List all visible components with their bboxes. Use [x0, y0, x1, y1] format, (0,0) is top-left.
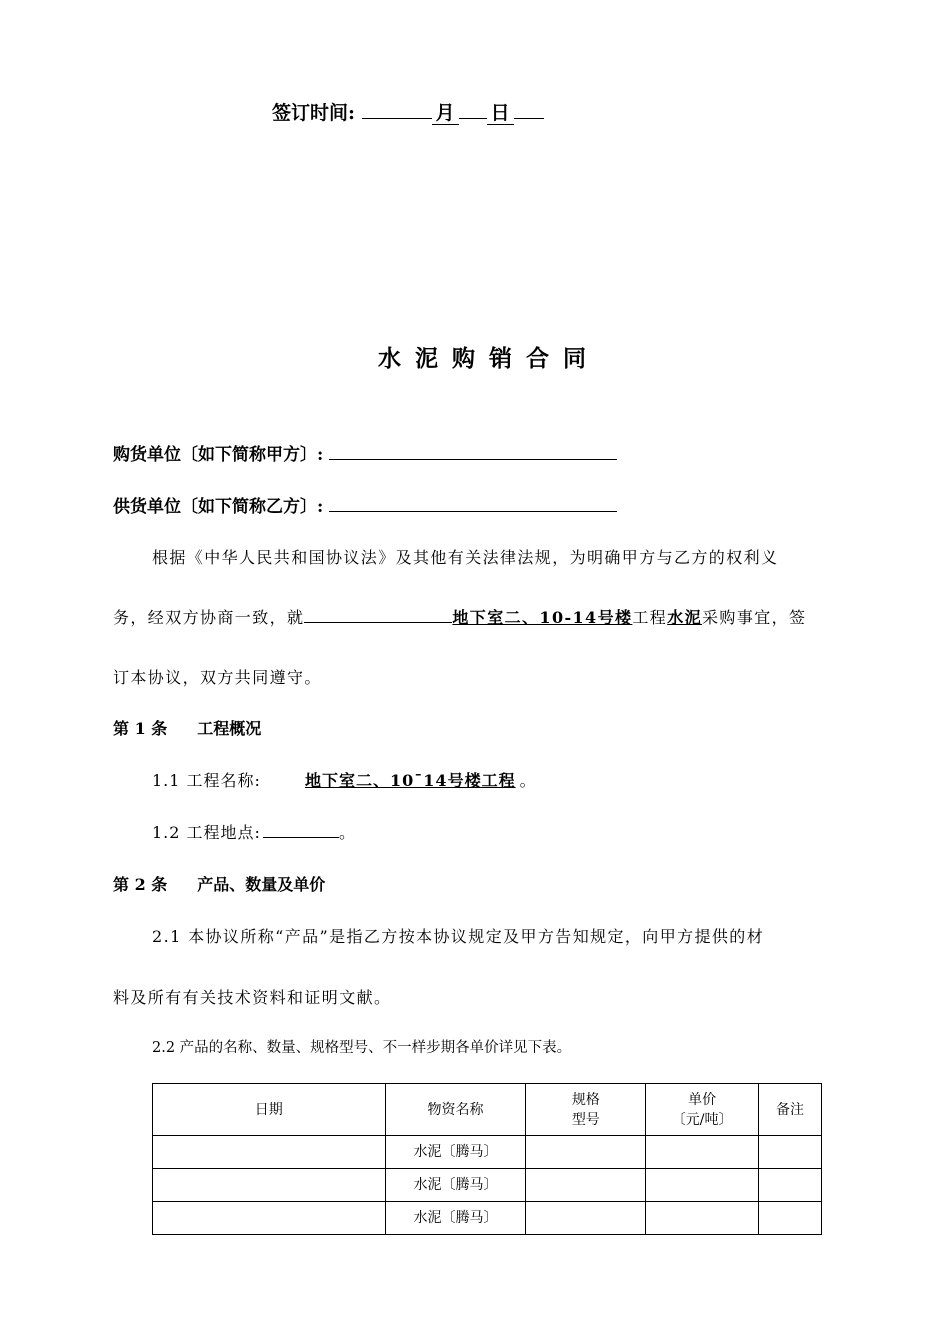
signing-day-blank[interactable] — [459, 100, 487, 119]
supplier-label: 供货单位〔如下简称乙方〕: — [113, 497, 324, 517]
cell-remark[interactable] — [759, 1202, 822, 1235]
signing-date-line — [272, 98, 544, 125]
header-date: 日期 — [153, 1084, 386, 1136]
table-header-row — [153, 1084, 822, 1136]
cell-remark[interactable] — [759, 1136, 822, 1169]
signing-tail-blank — [514, 100, 544, 119]
contract-title: 水泥购销合同 — [378, 345, 600, 372]
signing-day: 日 — [487, 102, 514, 125]
material-name: 水泥 — [667, 608, 703, 627]
cell-material: 水泥〔腾马〕 — [385, 1169, 526, 1202]
buyer-blank[interactable] — [329, 443, 617, 460]
header-spec: 规格 型号 — [526, 1084, 646, 1136]
item-2-2: 2.2 产品的名称、数量、规格型号、不一样步期各单价详见下表。 — [152, 1040, 572, 1056]
item-1-2-end: 。 — [338, 823, 356, 842]
buyer-label: 购货单位〔如下简称甲方〕: — [113, 445, 324, 465]
header-material: 物资名称 — [385, 1084, 526, 1136]
article-1-number: 第 1 条 — [113, 719, 168, 738]
preamble-mid: 工程 — [632, 608, 668, 627]
project-name: 地下室二、10-14号楼 — [452, 608, 633, 627]
preamble-prefix: 务，经双方协商一致，就 — [113, 608, 305, 627]
price-table — [152, 1083, 822, 1235]
preamble-line-2 — [113, 605, 806, 628]
item-1-1-label: 1.1 工程名称: — [152, 771, 261, 790]
signing-date-label: 签订时间: — [272, 102, 356, 124]
cell-spec[interactable] — [526, 1202, 646, 1235]
buyer-line — [113, 440, 617, 465]
cell-price[interactable] — [646, 1202, 759, 1235]
cell-date[interactable] — [153, 1202, 386, 1235]
item-2-1-line-2: 料及所有有关技术资料和证明文献。 — [113, 988, 392, 1007]
supplier-line — [113, 492, 617, 517]
table-row — [153, 1136, 822, 1169]
preamble-line-1: 根据《中华人民共和国协议法》及其他有关法律法规，为明确甲方与乙方的权利义 — [152, 548, 779, 567]
article-2-number: 第 2 条 — [113, 875, 168, 894]
header-remark: 备注 — [759, 1084, 822, 1136]
signing-month: 月 — [432, 102, 459, 125]
cell-price[interactable] — [646, 1169, 759, 1202]
item-1-2-label: 1.2 工程地点: — [152, 823, 261, 842]
project-location-blank[interactable] — [263, 821, 339, 838]
project-blank[interactable] — [304, 606, 452, 623]
preamble-line-3: 订本协议，双方共同遵守。 — [113, 668, 322, 687]
article-2-title: 产品、数量及单价 — [197, 875, 326, 894]
cell-price[interactable] — [646, 1136, 759, 1169]
supplier-blank[interactable] — [329, 495, 617, 512]
cell-date[interactable] — [153, 1136, 386, 1169]
cell-material: 水泥〔腾马〕 — [385, 1202, 526, 1235]
preamble-suffix: 采购事宜，签 — [702, 608, 807, 627]
article-2-heading — [113, 872, 325, 895]
item-1-1-end: 。 — [519, 771, 537, 790]
cell-spec[interactable] — [526, 1169, 646, 1202]
cell-remark[interactable] — [759, 1169, 822, 1202]
article-1-heading — [113, 716, 261, 739]
cell-date[interactable] — [153, 1169, 386, 1202]
item-1-1 — [152, 768, 537, 791]
table-row — [153, 1202, 822, 1235]
cell-material: 水泥〔腾马〕 — [385, 1136, 526, 1169]
article-1-title: 工程概况 — [197, 719, 262, 738]
project-title-value: 地下室二、10¯14号楼工程 — [305, 771, 516, 790]
cell-spec[interactable] — [526, 1136, 646, 1169]
item-2-1-line-1: 2.1 本协议所称“产品”是指乙方按本协议规定及甲方告知规定，向甲方提供的材 — [152, 927, 765, 946]
header-price: 单价 〔元/吨〕 — [646, 1084, 759, 1136]
signing-date-blank[interactable] — [362, 100, 432, 119]
item-1-2 — [152, 820, 356, 843]
table-row — [153, 1169, 822, 1202]
